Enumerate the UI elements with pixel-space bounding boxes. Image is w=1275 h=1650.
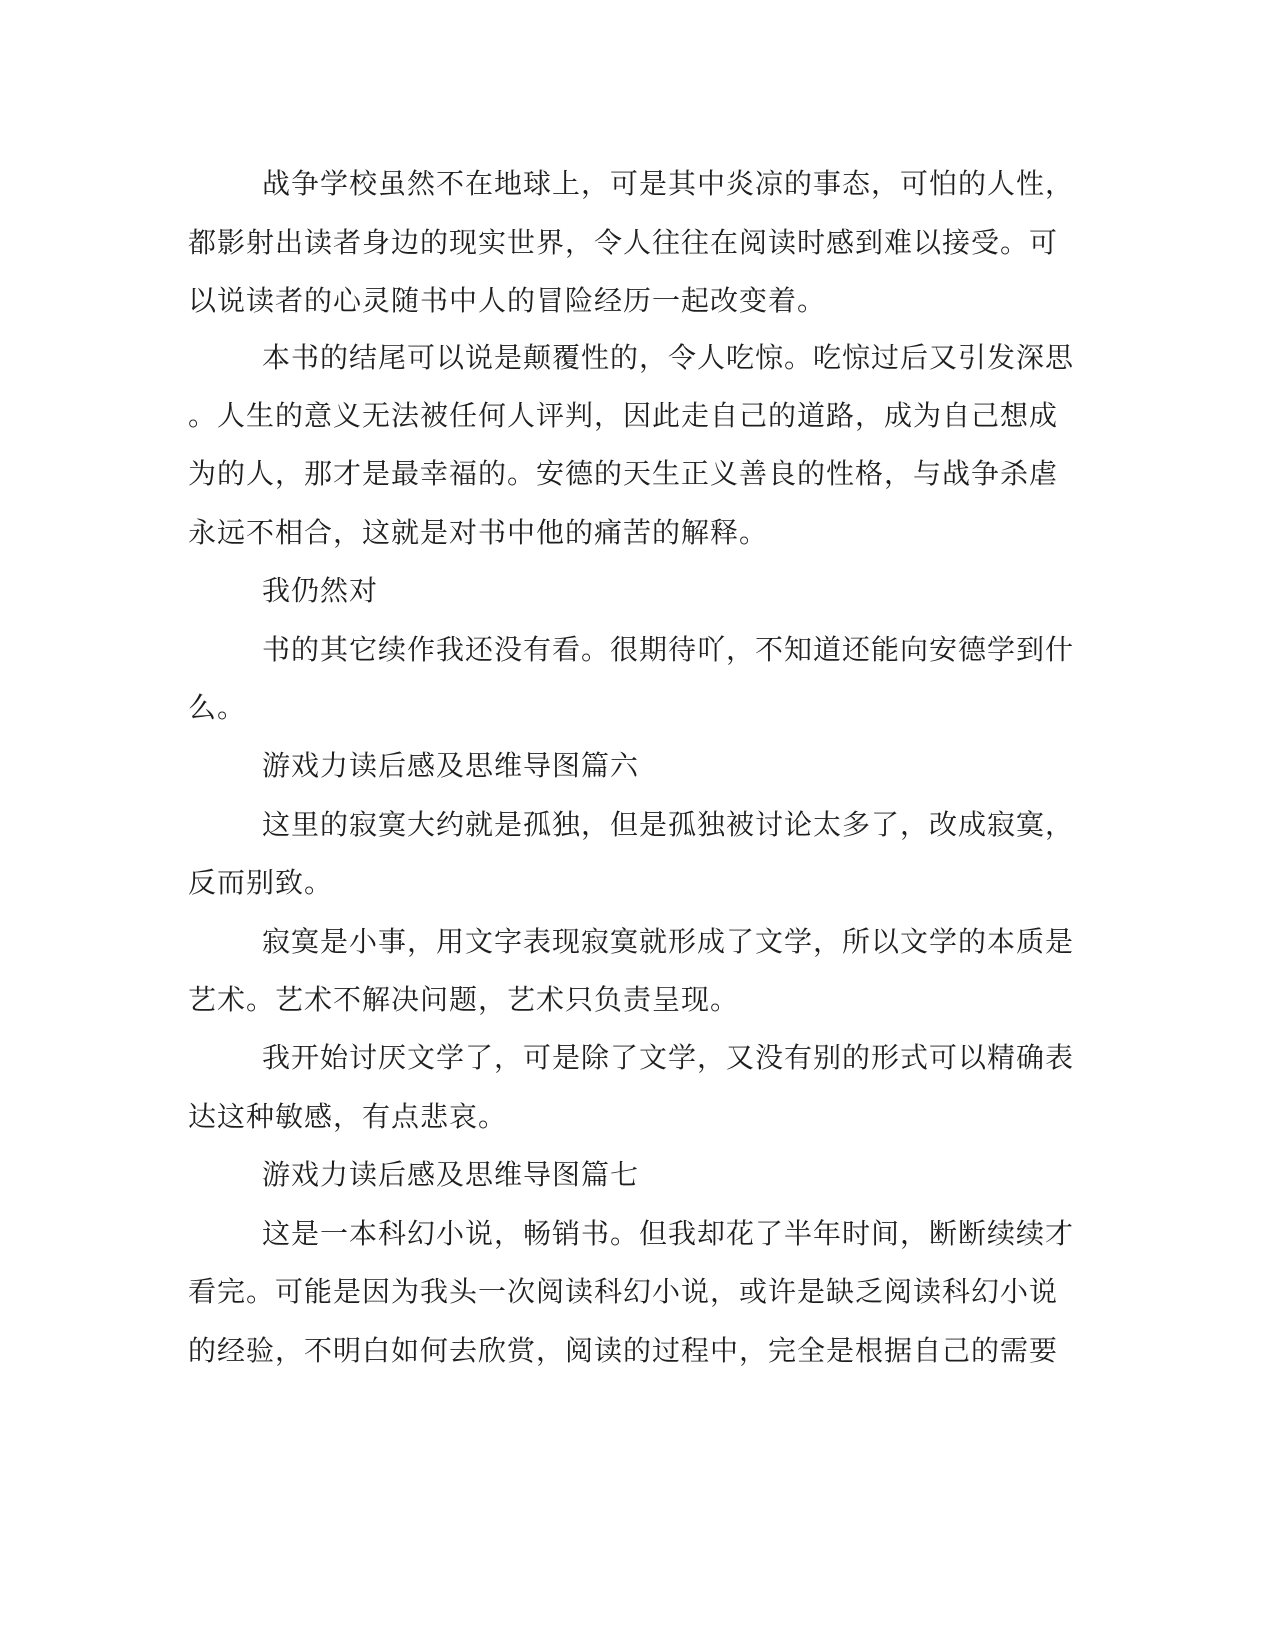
section-heading: 游戏力读后感及思维导图篇七 bbox=[262, 1158, 640, 1191]
text-line: 达这种敏感，有点悲哀。 bbox=[188, 1100, 508, 1133]
text-line: 这里的寂寞大约就是孤独，但是孤独被讨论太多了，改成寂寞， bbox=[262, 808, 1075, 841]
text-line: 永远不相合，这就是对书中他的痛苦的解释。 bbox=[188, 516, 769, 549]
text-line: 的经验，不明白如何去欣赏，阅读的过程中，完全是根据自己的需要 bbox=[188, 1334, 1059, 1367]
text-line: 么。 bbox=[188, 691, 247, 724]
text-line: 我仍然对 bbox=[262, 574, 379, 607]
text-line: 这是一本科幻小说，畅销书。但我却花了半年时间，断断续续才 bbox=[262, 1217, 1075, 1250]
text-line: 都影射出读者身边的现实世界，令人往往在阅读时感到难以接受。可 bbox=[188, 226, 1059, 259]
text-line: 寂寞是小事，用文字表现寂寞就形成了文学，所以文学的本质是 bbox=[262, 925, 1075, 958]
text-line: 我开始讨厌文学了，可是除了文学，又没有别的形式可以精确表 bbox=[262, 1041, 1075, 1074]
text-line: 本书的结尾可以说是颠覆性的，令人吃惊。吃惊过后又引发深思 bbox=[262, 341, 1075, 374]
text-line: 以说读者的心灵随书中人的冒险经历一起改变着。 bbox=[188, 284, 827, 317]
text-line: 。人生的意义无法被任何人评判，因此走自己的道路，成为自己想成 bbox=[188, 399, 1059, 432]
text-line: 为的人，那才是最幸福的。安德的天生正义善良的性格，与战争杀虐 bbox=[188, 457, 1059, 490]
text-line: 战争学校虽然不在地球上，可是其中炎凉的事态，可怕的人性， bbox=[262, 167, 1075, 200]
text-line: 艺术。艺术不解决问题，艺术只负责呈现。 bbox=[188, 983, 740, 1016]
section-heading: 游戏力读后感及思维导图篇六 bbox=[262, 749, 640, 782]
text-line: 看完。可能是因为我头一次阅读科幻小说，或许是缺乏阅读科幻小说 bbox=[188, 1275, 1059, 1308]
text-line: 反而别致。 bbox=[188, 866, 334, 899]
text-line: 书的其它续作我还没有看。很期待吖，不知道还能向安德学到什 bbox=[262, 633, 1075, 666]
